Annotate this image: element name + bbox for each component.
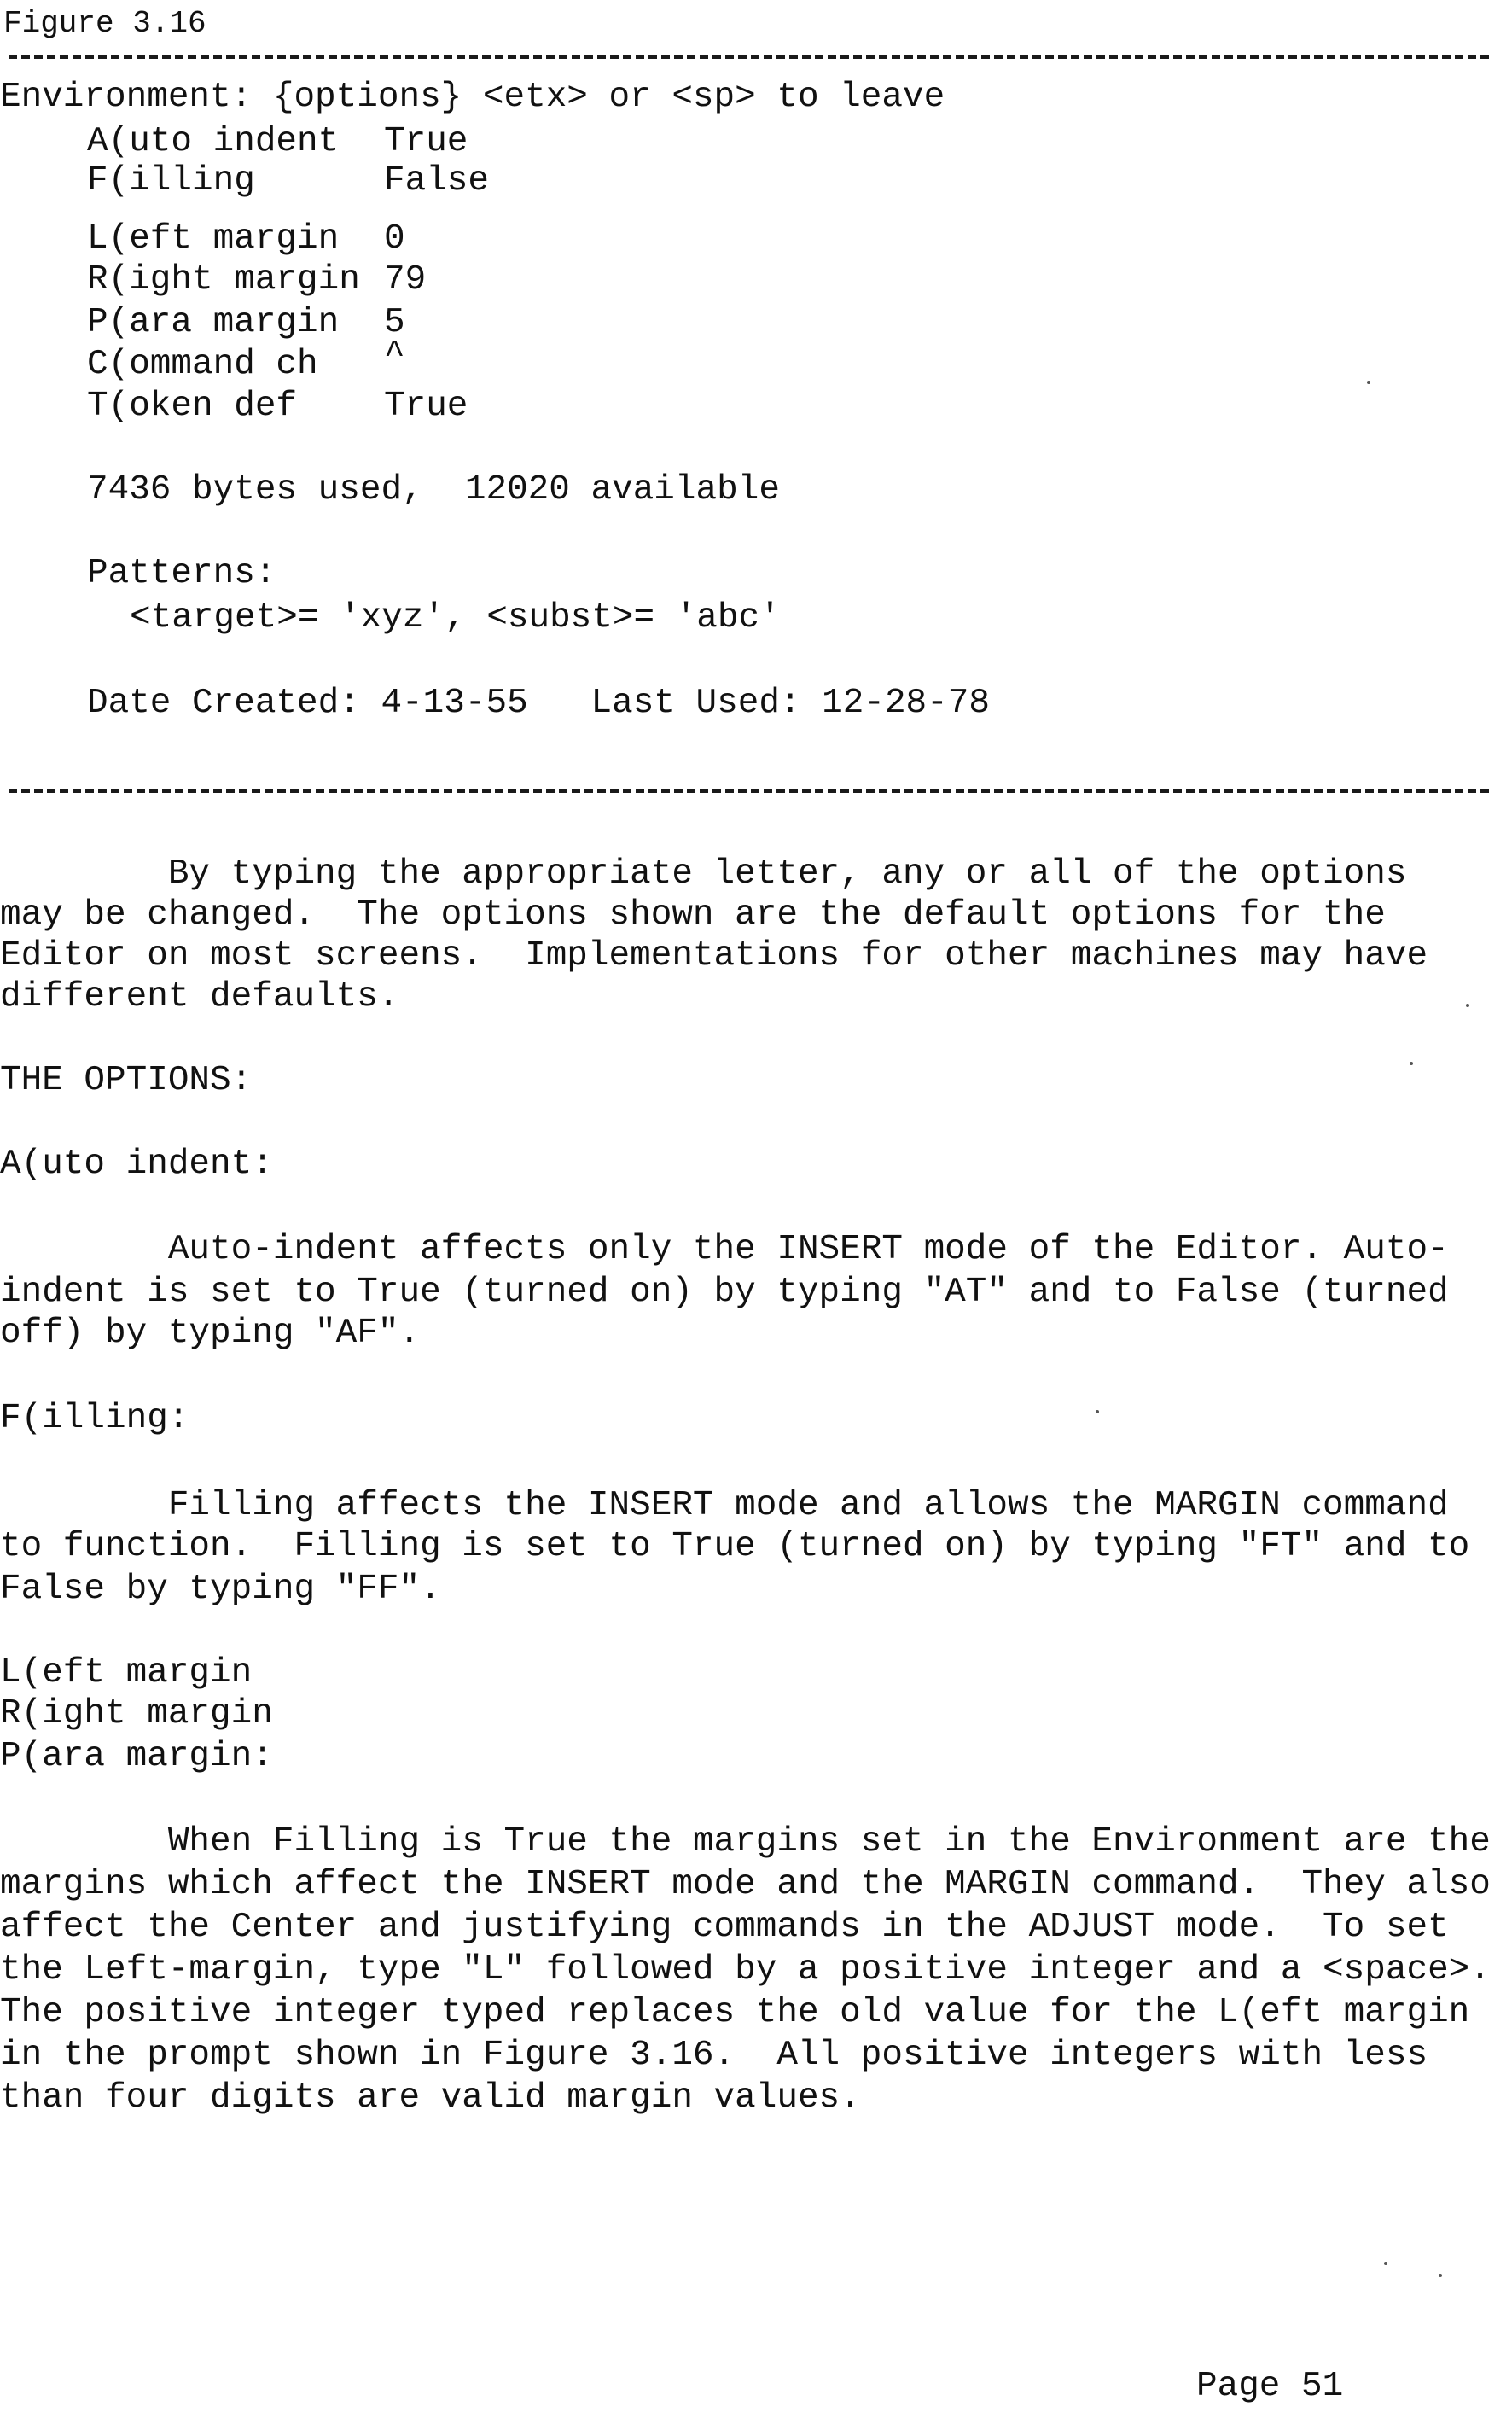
subsection-heading: R(ight margin — [0, 1694, 273, 1734]
option-value: 5 — [384, 303, 405, 342]
body-line: to function. Filling is set to True (turned on) by typing "FT" and to — [0, 1527, 1470, 1566]
body-line: Filling affects the INSERT mode and allows the MARGIN command — [0, 1486, 1449, 1525]
option-name: A(uto indent — [87, 122, 340, 161]
body-line: may be changed. The options shown are the default options for the — [0, 895, 1386, 935]
body-line: When Filling is True the margins set in the Environment are the — [0, 1822, 1491, 1862]
body-line: Auto-indent affects only the INSERT mode of the Editor. Auto- — [0, 1230, 1449, 1269]
top-divider — [9, 55, 1489, 59]
body-line: By typing the appropriate letter, any or all of the options — [0, 854, 1407, 894]
body-line: than four digits are valid margin values. — [0, 2078, 861, 2118]
page-number: Page 51 — [1196, 2367, 1344, 2406]
option-name: T(oken def — [87, 387, 298, 426]
scan-speck — [1410, 1062, 1413, 1065]
option-value: False — [384, 161, 490, 201]
option-value: True — [384, 387, 468, 426]
subsection-heading: L(eft margin — [0, 1653, 253, 1693]
environment-prompt: Environment: {options} <etx> or <sp> to leave — [0, 78, 945, 117]
option-name: R(ight margin — [87, 260, 360, 300]
scan-speck — [1439, 2274, 1442, 2277]
scan-speck — [1367, 381, 1370, 384]
option-value: ^ — [384, 335, 405, 375]
body-line: indent is set to True (turned on) by typing "AT" and to False (turned — [0, 1273, 1449, 1312]
scan-speck — [1384, 2262, 1387, 2265]
section-heading: THE OPTIONS: — [0, 1061, 253, 1100]
body-line: off) by typing "AF". — [0, 1314, 421, 1353]
scan-speck — [1466, 1004, 1469, 1007]
dates-line: Date Created: 4-13-55 Last Used: 12-28-78 — [87, 684, 990, 723]
option-value: 79 — [384, 260, 427, 300]
option-name: P(ara margin — [87, 303, 340, 342]
scan-speck — [1096, 1410, 1099, 1413]
figure-label: Figure 3.16 — [3, 6, 206, 41]
patterns-line: <target>= 'xyz', <subst>= 'abc' — [130, 598, 781, 638]
body-line: margins which affect the INSERT mode and the MARGIN command. They also — [0, 1865, 1491, 1904]
body-line: False by typing "FF". — [0, 1570, 441, 1609]
subsection-heading: F(illing: — [0, 1399, 189, 1438]
body-line: affect the Center and justifying commands in the ADJUST mode. To set — [0, 1908, 1449, 1947]
option-name: L(eft margin — [87, 219, 340, 259]
body-line: in the prompt shown in Figure 3.16. All positive integers with less — [0, 2036, 1428, 2075]
subsection-heading: P(ara margin: — [0, 1737, 273, 1776]
bytes-used-line: 7436 bytes used, 12020 available — [87, 470, 780, 510]
bottom-divider — [9, 789, 1489, 793]
body-line: Editor on most screens. Implementations for other machines may have — [0, 936, 1428, 976]
option-value: True — [384, 122, 468, 161]
option-value: 0 — [384, 219, 405, 259]
option-name: C(ommand ch — [87, 345, 318, 384]
body-line: The positive integer typed replaces the old value for the L(eft margin — [0, 1993, 1470, 2032]
body-line: the Left-margin, type "L" followed by a positive integer and a <space>. — [0, 1950, 1491, 1990]
subsection-heading: A(uto indent: — [0, 1145, 273, 1184]
option-name: F(illing — [87, 161, 255, 201]
patterns-label: Patterns: — [87, 554, 276, 593]
body-line: different defaults. — [0, 977, 399, 1017]
